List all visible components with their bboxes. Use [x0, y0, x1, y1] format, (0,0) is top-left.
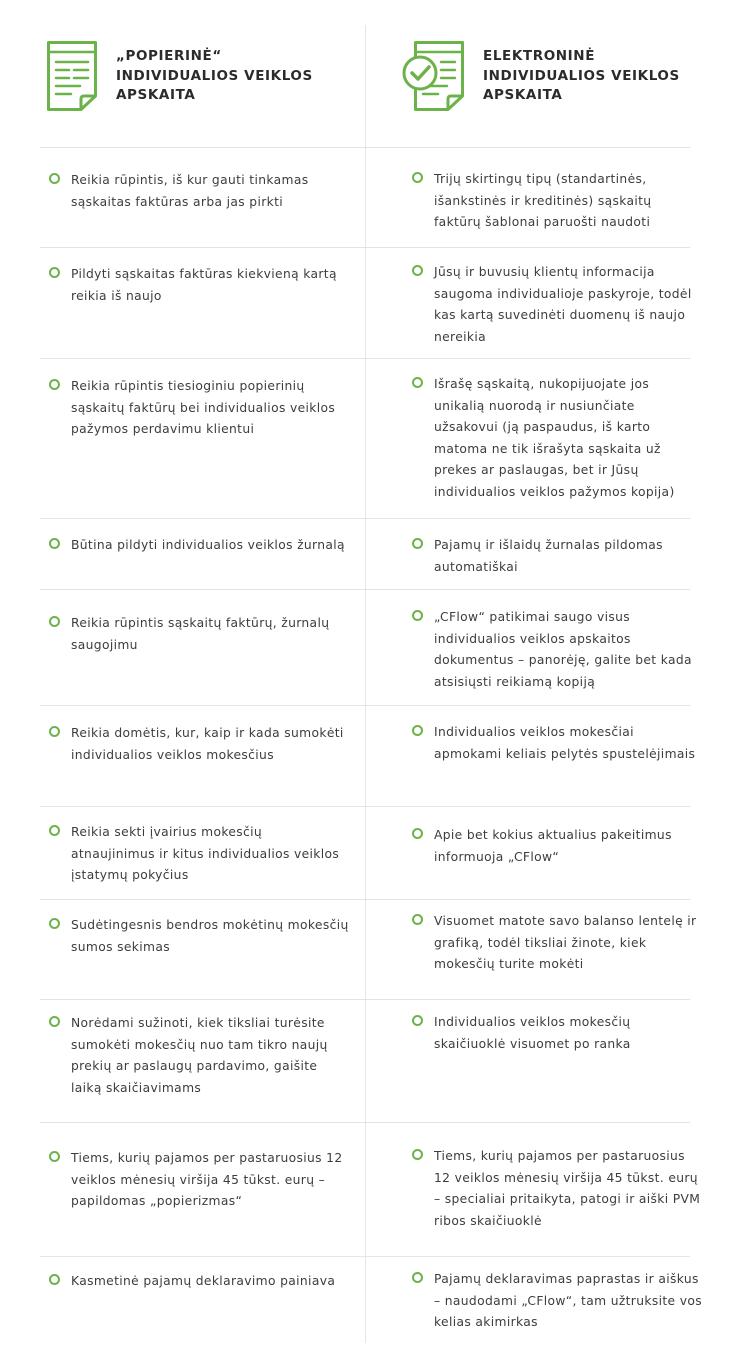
bullet-icon — [49, 538, 60, 549]
left-text: Reikia sekti įvairius mokesčių atnaujinimus ir kitus individualios veiklos įstatymų pokyčius — [71, 825, 340, 883]
left-cell — [49, 1013, 349, 1099]
bullet-icon — [412, 610, 423, 621]
left-cell — [49, 822, 349, 887]
left-cell — [49, 376, 349, 441]
left-text: Reikia rūpintis tiesioginiu popierinių sąskaitų faktūrų bei individualios veiklos pažymos perdavimu klientui — [71, 379, 336, 437]
comparison-row — [40, 1256, 702, 1344]
bullet-icon — [412, 1015, 423, 1026]
comparison-row — [40, 899, 697, 1000]
right-column-header — [401, 40, 693, 112]
right-text: Individualios veiklos mokesčiai apmokami keliais pelytės spustelėjimais — [434, 725, 696, 761]
right-cell — [412, 607, 702, 693]
right-text: Trijų skirtingų tipų (standartinės, išankstinės ir kreditinės) sąskaitų faktūrų šablonai paruošti naudoti — [434, 172, 652, 230]
right-cell — [412, 535, 702, 578]
left-text: Tiems, kurių pajamos per pastaruosius 12 veiklos mėnesių viršija 45 tūkst. eurų – papildomas „popierizmas“ — [71, 1151, 343, 1209]
paper-document-icon — [46, 40, 98, 112]
comparison-row — [40, 806, 690, 900]
comparison-row — [40, 705, 696, 807]
left-column-title: „POPIERINĖ“ INDIVIDUALIOS VEIKLOS APSKAITA — [116, 48, 313, 103]
right-text: „CFlow“ patikimai saugo visus individualios veiklos apskaitos dokumentus – panorėję, galite bet kada atsisiųsti reikiamą kopiją — [434, 610, 692, 689]
right-cell — [412, 169, 702, 234]
left-text: Būtina pildyti individualios veiklos žurnalą — [71, 538, 345, 552]
comparison-row — [40, 999, 690, 1123]
bullet-icon — [49, 267, 60, 278]
comparison-row — [40, 1122, 701, 1257]
comparison-row — [40, 147, 690, 248]
bullet-icon — [412, 1149, 423, 1160]
right-cell — [412, 722, 702, 765]
right-cell — [412, 1012, 702, 1055]
bullet-icon — [49, 379, 60, 390]
left-cell — [49, 1148, 349, 1213]
comparison-row — [40, 589, 690, 706]
bullet-icon — [412, 172, 423, 183]
left-cell — [49, 264, 349, 307]
right-cell — [412, 911, 702, 976]
comparison-row — [40, 358, 690, 519]
bullet-icon — [49, 726, 60, 737]
right-cell — [412, 1146, 702, 1232]
bullet-icon — [412, 538, 423, 549]
right-column-title: ELEKTRONINĖ INDIVIDUALIOS VEIKLOS APSKAITA — [483, 48, 680, 103]
left-text: Reikia rūpintis, iš kur gauti tinkamas sąskaitas faktūras arba jas pirkti — [71, 173, 309, 209]
bullet-icon — [412, 828, 423, 839]
left-text: Reikia rūpintis sąskaitų faktūrų, žurnalų saugojimu — [71, 616, 330, 652]
left-cell — [49, 915, 349, 958]
bullet-icon — [412, 725, 423, 736]
right-text: Pajamų ir išlaidų žurnalas pildomas automatiškai — [434, 538, 663, 574]
bullet-icon — [412, 377, 423, 388]
bullet-icon — [49, 173, 60, 184]
bullet-icon — [49, 1016, 60, 1027]
right-text: Išrašę sąskaitą, nukopijuojate jos unikalią nuorodą ir nusiunčiate užsakovui (ją paspaudus, iš karto matoma ne tik išrašyta sąskaita už prekes ar paslaugas, bet ir Jūsų individualios veiklos pažymos kopija) — [434, 377, 675, 499]
left-cell — [49, 535, 349, 557]
left-cell — [49, 170, 349, 213]
bullet-icon — [49, 616, 60, 627]
left-text: Norėdami sužinoti, kiek tiksliai turėsite sumokėti mokesčių nuo tam tikro naujų prekių ar paslaugų pardavimo, gaišite laiką skaičiavimams — [71, 1016, 328, 1095]
right-cell — [412, 825, 702, 868]
left-cell — [49, 1271, 349, 1293]
left-text: Pildyti sąskaitas faktūras kiekvieną kartą reikia iš naujo — [71, 267, 337, 303]
right-cell — [412, 1269, 702, 1334]
right-text: Jūsų ir buvusių klientų informacija saugoma individualioje paskyroje, todėl kas kartą suvedinėti duomenų iš naujo nereikia — [434, 265, 692, 344]
bullet-icon — [49, 1274, 60, 1285]
right-text: Individualios veiklos mokesčių skaičiuoklė visuomet po ranka — [434, 1015, 631, 1051]
left-column-header — [46, 40, 326, 112]
bullet-icon — [412, 914, 423, 925]
bullet-icon — [49, 918, 60, 929]
left-cell — [49, 613, 349, 656]
bullet-icon — [412, 1272, 423, 1283]
comparison-row — [40, 247, 690, 359]
right-text: Visuomet matote savo balanso lentelę ir grafiką, todėl tiksliai žinote, kiek mokesčių turite mokėti — [434, 914, 697, 972]
right-text: Apie bet kokius aktualius pakeitimus informuoja „CFlow“ — [434, 828, 672, 864]
right-text: Tiems, kurių pajamos per pastaruosius 12 veiklos mėnesių viršija 45 tūkst. eurų – specialiai pritaikyta, patogi ir aiški PVM ribos skaičiuoklė — [434, 1149, 701, 1228]
left-text: Kasmetinė pajamų deklaravimo painiava — [71, 1274, 336, 1288]
right-cell — [412, 262, 702, 348]
document-check-icon — [401, 40, 465, 112]
left-cell — [49, 723, 349, 766]
left-text: Sudėtingesnis bendros mokėtinų mokesčių sumos sekimas — [71, 918, 349, 954]
left-text: Reikia domėtis, kur, kaip ir kada sumokėti individualios veiklos mokesčius — [71, 726, 344, 762]
comparison-row — [40, 518, 690, 590]
bullet-icon — [412, 265, 423, 276]
right-text: Pajamų deklaravimas paprastas ir aiškus – naudodami „CFlow“, tam užtruksite vos kelias akimirkas — [434, 1272, 702, 1330]
bullet-icon — [49, 1151, 60, 1162]
right-cell — [412, 374, 702, 504]
bullet-icon — [49, 825, 60, 836]
